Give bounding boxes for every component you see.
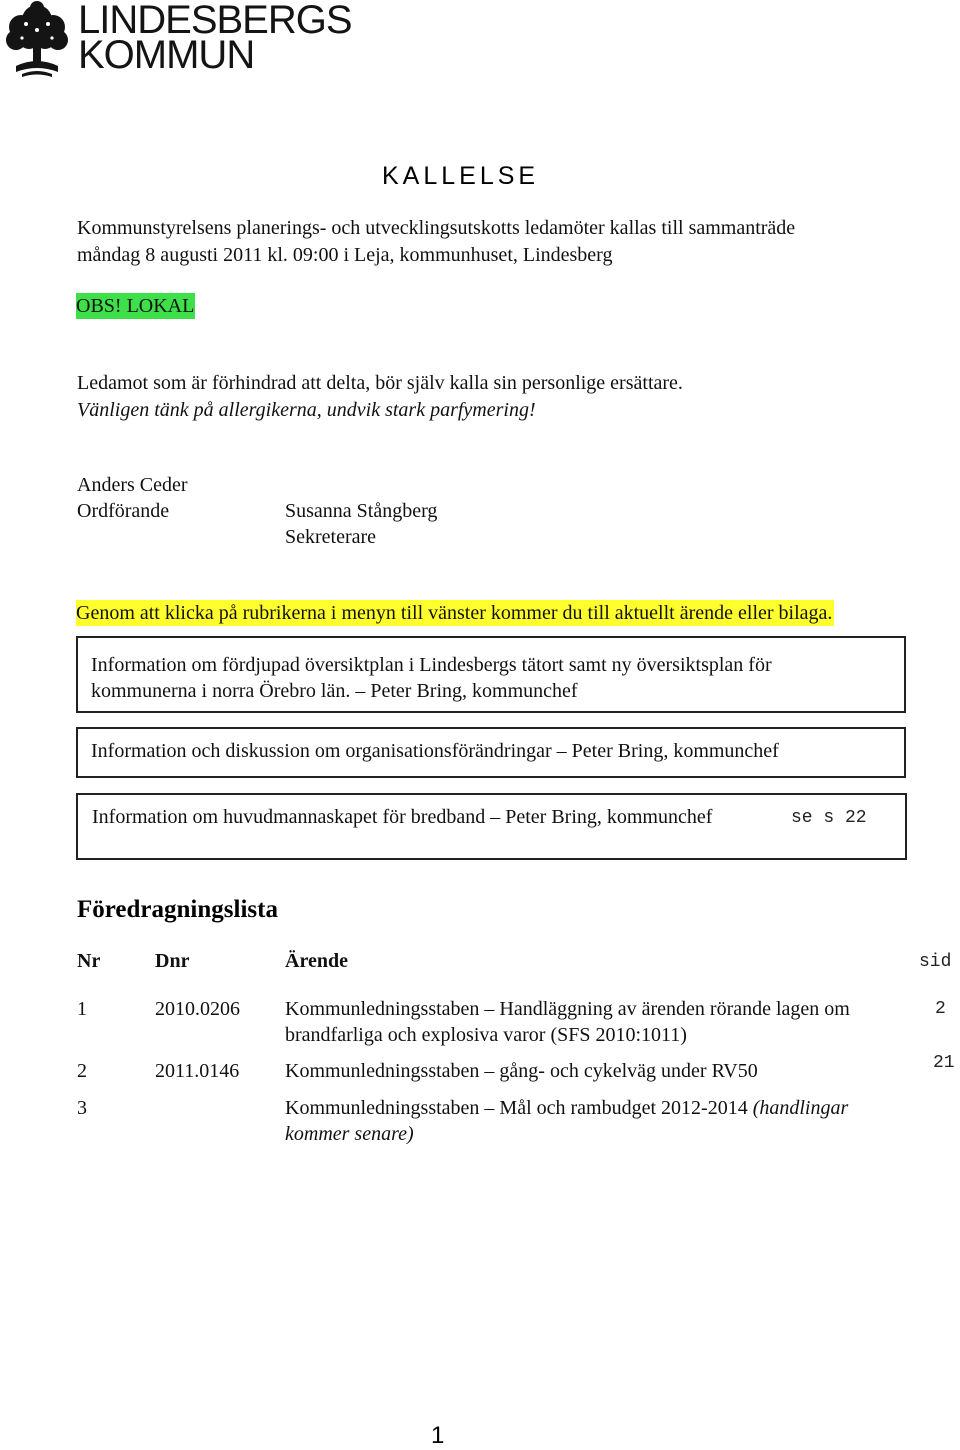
info-box-text: kommunerna i norra Örebro län. – Peter Bring, kommunchef bbox=[91, 680, 578, 702]
secretary-role: Sekreterare bbox=[285, 526, 377, 548]
tree-emblem-icon bbox=[2, 0, 72, 78]
intro-line-2: måndag 8 augusti 2011 kl. 09:00 i Leja, kommunhuset, Lindesberg bbox=[77, 244, 613, 266]
agenda-row-title-note: (handlingar bbox=[752, 1097, 849, 1119]
substitute-instruction: Ledamot som är förhindrad att delta, bör själv kalla sin personlige ersättare. bbox=[77, 372, 683, 394]
secretary-name: Susanna Stångberg bbox=[285, 500, 438, 522]
agenda-row-dnr: 2010.0206 bbox=[155, 998, 240, 1020]
agenda-row-dnr: 2011.0146 bbox=[155, 1060, 240, 1082]
agenda-row-nr: 1 bbox=[77, 998, 87, 1020]
agenda-row-title: brandfarliga och explosiva varor (SFS 2010:1011) bbox=[285, 1024, 687, 1046]
agenda-row[interactable] bbox=[0, 1095, 960, 1147]
agenda-row-nr: 2 bbox=[77, 1060, 87, 1082]
info-box-detailed-plan[interactable] bbox=[76, 636, 906, 713]
agenda-row[interactable] bbox=[0, 1050, 960, 1080]
menu-hint: Genom att klicka på rubrikerna i menyn till vänster kommer du till aktuellt ärende eller bilaga. bbox=[76, 602, 833, 624]
agenda-heading: Föredragningslista bbox=[77, 896, 278, 923]
column-header-dnr: Dnr bbox=[155, 950, 190, 972]
chair-role: Ordförande bbox=[77, 500, 170, 522]
info-box-text: Information och diskussion om organisationsförändringar – Peter Bring, kommunchef bbox=[91, 740, 779, 762]
agenda-row-title-note: kommer senare) bbox=[285, 1123, 414, 1145]
logo-line-1: LINDESBERGS bbox=[78, 0, 352, 42]
info-box-text: Information om fördjupad översiktplan i Lindesbergs tätort samt ny översiktsplan för bbox=[91, 654, 772, 676]
agenda-row-title bbox=[285, 1095, 848, 1121]
chair-name: Anders Ceder bbox=[77, 474, 188, 496]
municipality-logo bbox=[2, 0, 352, 78]
info-box-organisation[interactable] bbox=[76, 727, 906, 778]
logo-line-2: KOMMUN bbox=[78, 33, 255, 77]
allergy-notice: Vänligen tänk på allergikerna, undvik stark parfymering! bbox=[77, 399, 536, 421]
agenda-row-title: Kommunledningsstaben – Handläggning av ärenden rörande lagen om bbox=[285, 998, 850, 1020]
page-reference: se s 22 bbox=[791, 808, 867, 828]
column-header-nr: Nr bbox=[77, 950, 101, 972]
agenda-row-title-plain: Kommunledningsstaben – Mål och rambudget 2012-2014 bbox=[285, 1097, 753, 1119]
agenda-row-page: 21 bbox=[933, 1053, 955, 1073]
agenda-row-page: 2 bbox=[935, 999, 946, 1019]
location-notice: OBS! LOKAL bbox=[76, 295, 195, 317]
page-number: 1 bbox=[431, 1422, 445, 1449]
column-header-sid: sid bbox=[919, 952, 952, 972]
info-box-text: Information om huvudmannaskapet för bredband – Peter Bring, kommunchef bbox=[92, 806, 713, 828]
agenda-row[interactable] bbox=[0, 996, 960, 1048]
agenda-row-title: Kommunledningsstaben – gång- och cykelväg under RV50 bbox=[285, 1060, 758, 1082]
column-header-arende: Ärende bbox=[285, 950, 348, 972]
info-box-broadband[interactable] bbox=[76, 793, 907, 860]
intro-line-1: Kommunstyrelsens planerings- och utvecklingsutskotts ledamöter kallas till sammanträde bbox=[77, 217, 796, 239]
agenda-row-nr: 3 bbox=[77, 1097, 87, 1119]
document-title: KALLELSE bbox=[382, 162, 540, 190]
